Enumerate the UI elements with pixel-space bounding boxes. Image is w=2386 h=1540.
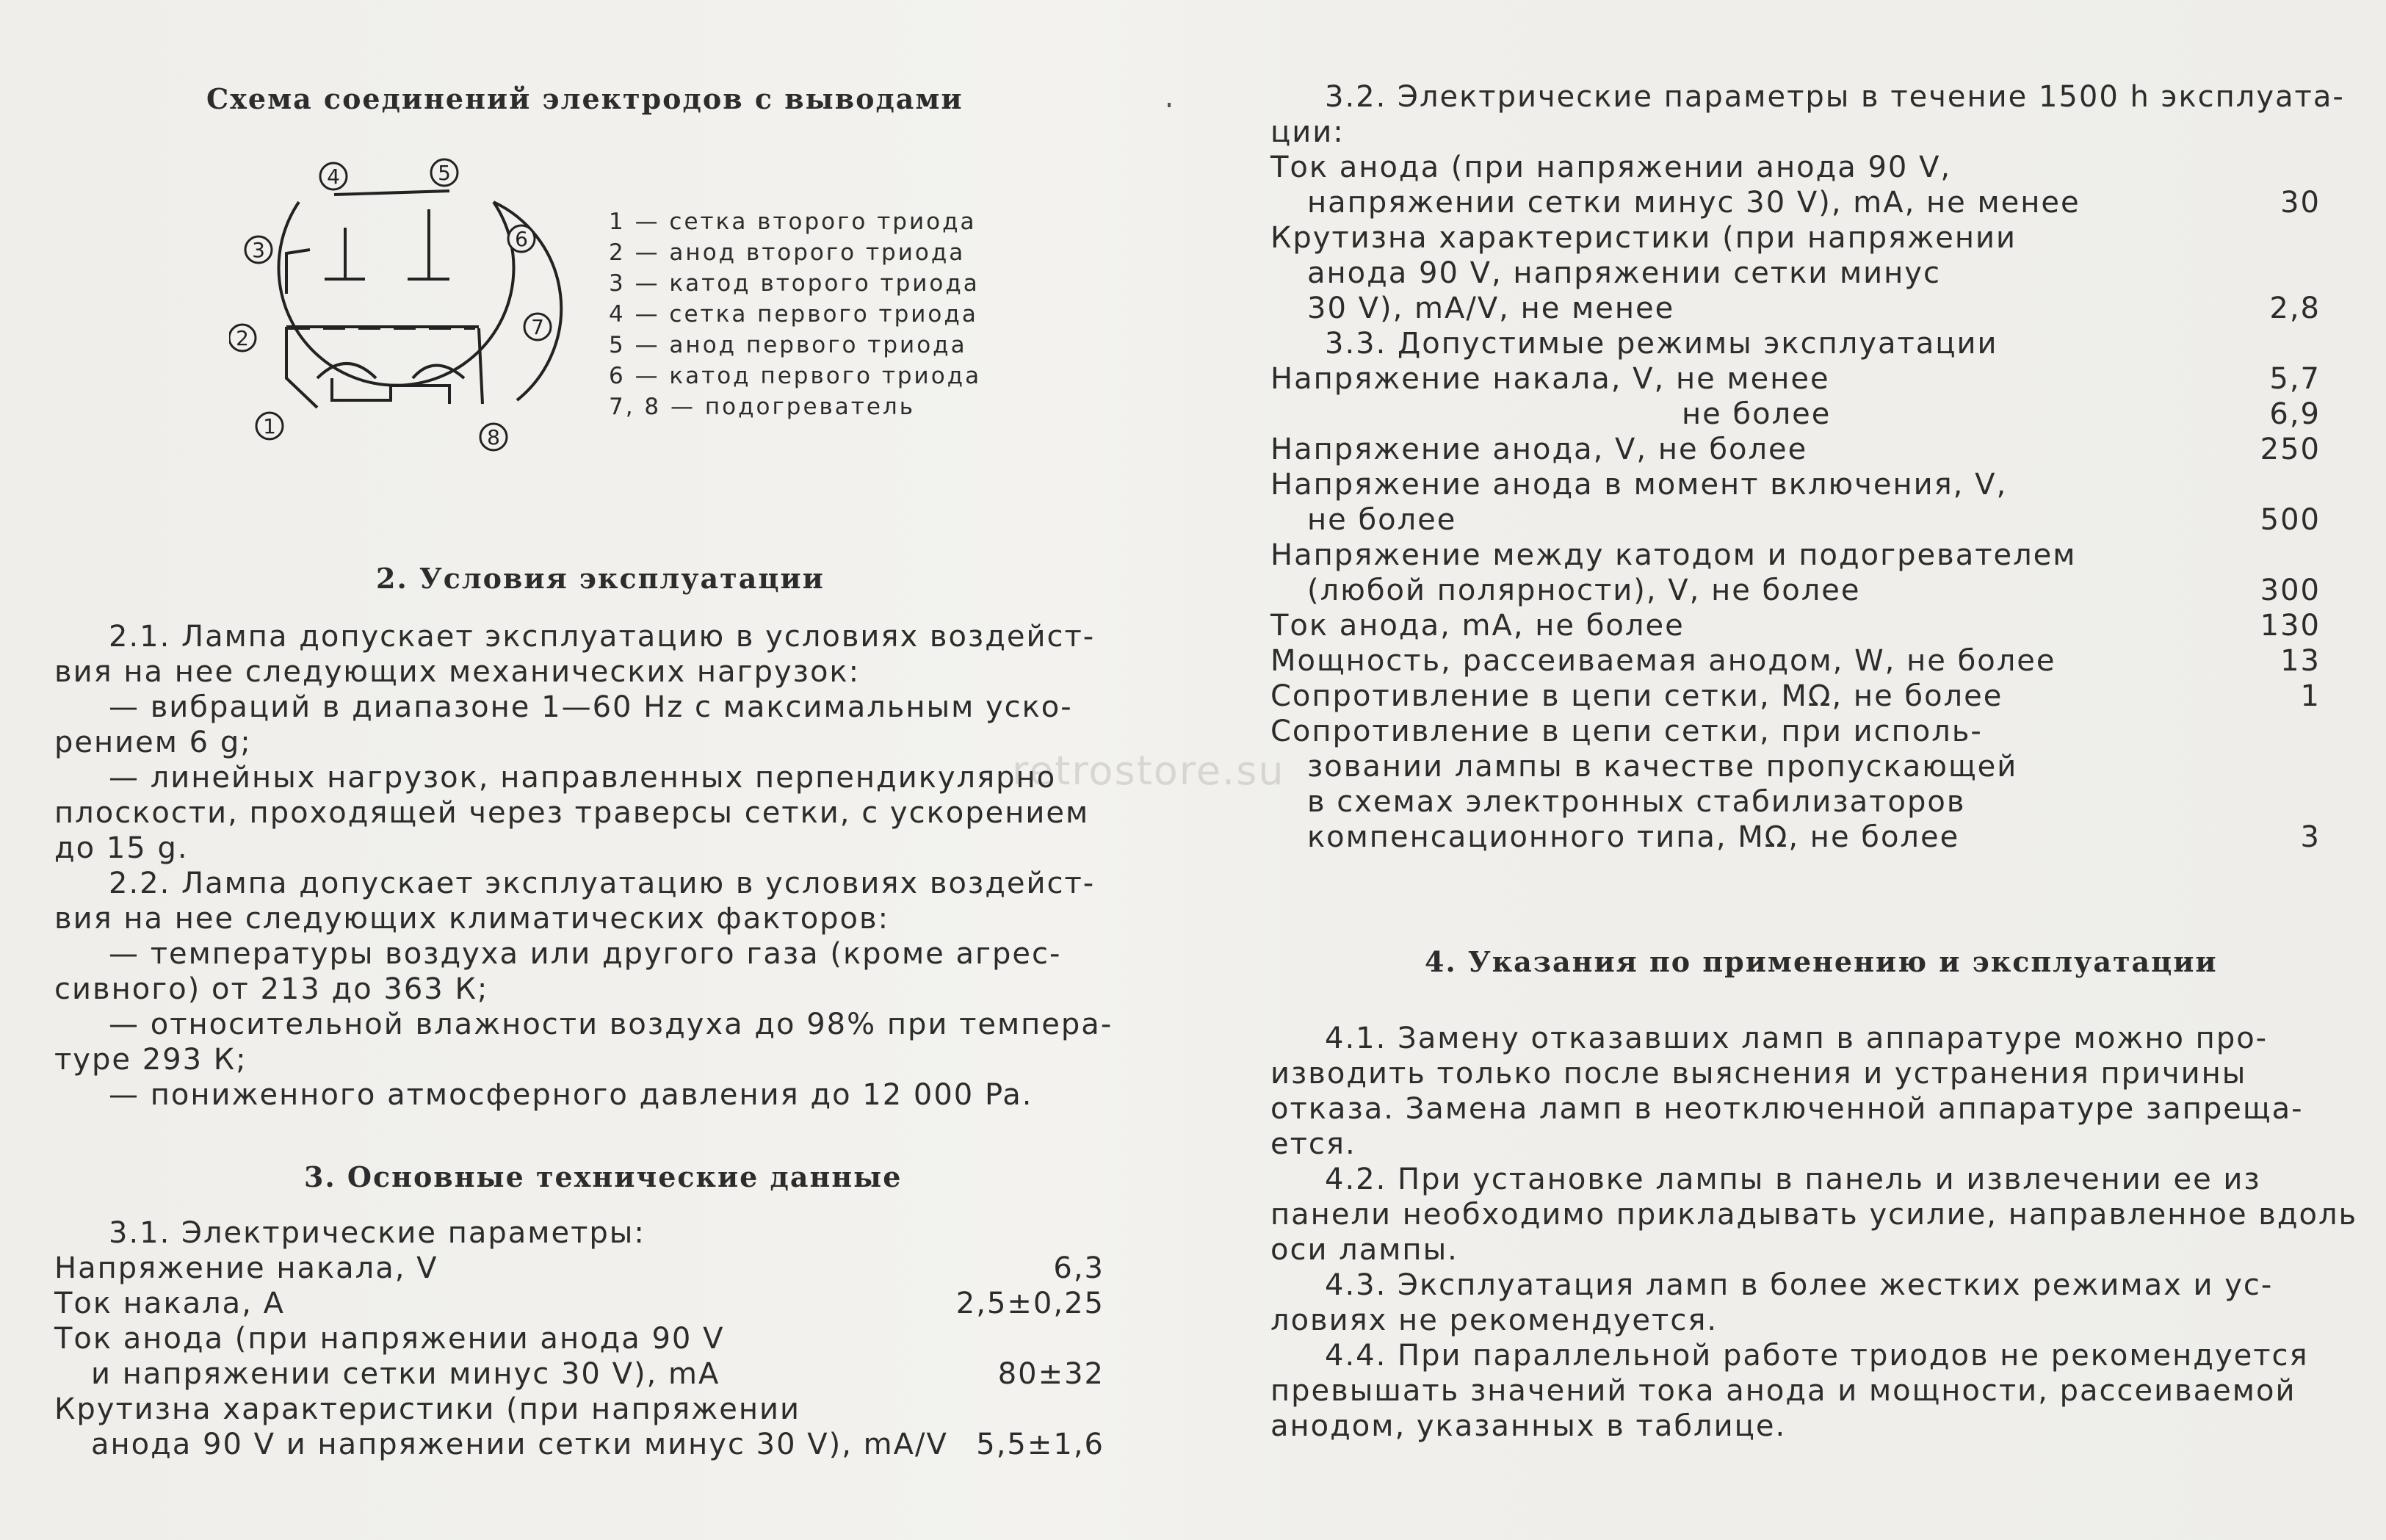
right-column <box>1270 0 2358 1540</box>
left-column <box>54 0 1113 1540</box>
paragraph-line: 4.2. При установке лампы в панель и извлечении ее из <box>1325 1163 2261 1196</box>
param-value: 13 <box>2280 644 2321 678</box>
paragraph-line: анодом, указанных в таблице. <box>1270 1409 1787 1443</box>
param-label: и напряжении сетки минус 30 V), mA <box>91 1357 720 1391</box>
pin-label-8: 8 <box>487 425 500 449</box>
watermark: retrostore.su <box>1012 748 1285 794</box>
param-label: в схемах электронных стабилизаторов <box>1307 785 1966 819</box>
param-label: Сопротивление в цепи сетки, MΩ, не более <box>1270 679 2003 713</box>
param-label: Ток анода, mA, не более <box>1270 609 1685 643</box>
paragraph-line: — пониженного атмосферного давления до 12 000 Pa. <box>109 1078 1033 1112</box>
paragraph-line: оси лампы. <box>1270 1233 1458 1267</box>
pin-label-4: 4 <box>327 165 340 189</box>
pin-label-1: 1 <box>263 414 276 438</box>
param-value: 2,8 <box>2269 292 2321 325</box>
param-label: Напряжение анода, V, не более <box>1270 433 1808 466</box>
legend-item: 7, 8 — подогреватель <box>609 394 916 420</box>
param-label: Мощность, рассеиваемая анодом, W, не более <box>1270 644 2056 678</box>
param-value: 130 <box>2260 609 2321 643</box>
pin-label-3: 3 <box>252 238 265 262</box>
param-value: 250 <box>2260 433 2321 466</box>
param-label: Напряжение накала, V, не менее <box>1270 362 1830 396</box>
param-label: Напряжение накала, V <box>54 1251 438 1285</box>
paragraph-line: вия на нее следующих механических нагрузок: <box>54 655 861 689</box>
param-value: 500 <box>2260 503 2321 537</box>
param-label: Ток анода (при напряжении анода 90 V <box>54 1322 725 1356</box>
param-label: напряжении сетки минус 30 V), mA, не менее <box>1307 186 2080 220</box>
param-value: 2,5±0,25 <box>955 1287 1105 1320</box>
legend-item: 4 — сетка первого триода <box>609 301 978 328</box>
tube-pinout-diagram <box>229 158 574 474</box>
param-label: Напряжение анода в момент включения, V, <box>1270 468 2008 502</box>
param-label: (любой полярности), V, не более <box>1307 574 1861 607</box>
paragraph-line: вия на нее следующих климатических факторов: <box>54 902 890 936</box>
section-4-title: 4. Указания по применению и эксплуатации <box>1425 945 2218 978</box>
paragraph-line: до 15 g. <box>54 831 189 865</box>
pin-label-5: 5 <box>438 161 451 185</box>
legend-item: 6 — катод первого триода <box>609 363 982 389</box>
param-value: 5,5±1,6 <box>976 1428 1105 1461</box>
paragraph-line: — вибраций в диапазоне 1—60 Hz с максимальным уско- <box>109 690 1073 724</box>
param-value: 6,9 <box>2269 397 2321 431</box>
param-label: Напряжение между катодом и подогревателем <box>1270 538 2077 572</box>
section-2-title: 2. Условия эксплуатации <box>376 562 825 595</box>
paragraph-line: отказа. Замена ламп в неотключенной аппаратуре запреща- <box>1270 1092 2304 1126</box>
paragraph-line: 2.1. Лампа допускает эксплуатацию в условиях воздейст- <box>109 620 1096 654</box>
paragraph-line: сивного) от 213 до 363 К; <box>54 972 489 1006</box>
param-label: не более <box>1682 397 1832 431</box>
param-value: 3 <box>2300 820 2321 854</box>
param-label: Сопротивление в цепи сетки, при исполь- <box>1270 715 1983 748</box>
paragraph-line: 3.1. Электрические параметры: <box>109 1216 646 1250</box>
legend-item: 3 — катод второго триода <box>609 270 980 297</box>
legend-item: 1 — сетка второго триода <box>609 209 977 235</box>
param-value: 80±32 <box>997 1357 1105 1391</box>
paragraph-line: — линейных нагрузок, направленных перпендикулярно <box>109 761 1057 795</box>
param-label: 30 V), mA/V, не менее <box>1307 292 1675 325</box>
param-label: Крутизна характеристики (при напряжении <box>54 1392 801 1426</box>
pin-label-2: 2 <box>236 326 249 350</box>
param-value: 5,7 <box>2269 362 2321 396</box>
paragraph-line: туре 293 К; <box>54 1043 247 1077</box>
paragraph-line: 3.2. Электрические параметры в течение 1500 h эксплуата- <box>1325 80 2345 114</box>
legend-item: 5 — анод первого триода <box>609 332 967 358</box>
subsection-title: 3.3. Допустимые режимы эксплуатации <box>1325 327 1998 361</box>
param-value: 6,3 <box>1053 1251 1105 1285</box>
param-label: не более <box>1307 503 1457 537</box>
paragraph-line: ется. <box>1270 1127 1356 1161</box>
param-label: анода 90 V и напряжении сетки минус 30 V), mA/V <box>91 1428 948 1461</box>
paragraph-line: — температуры воздуха или другого газа (кроме агрес- <box>109 937 1062 971</box>
param-label: Крутизна характеристики (при напряжении <box>1270 221 2017 255</box>
paragraph-line: рением 6 g; <box>54 726 252 759</box>
param-label: компенсационного типа, MΩ, не более <box>1307 820 1960 854</box>
param-value: 1 <box>2300 679 2321 713</box>
section-3-title: 3. Основные технические данные <box>304 1160 903 1193</box>
paragraph-line: 4.1. Замену отказавших ламп в аппаратуре можно про- <box>1325 1022 2268 1055</box>
param-label: анода 90 V, напряжении сетки минус <box>1307 256 1941 290</box>
paragraph-line: 4.4. При параллельной работе триодов не рекомендуется <box>1325 1339 2309 1373</box>
param-label: Ток анода (при напряжении анода 90 V, <box>1270 151 1952 184</box>
paragraph-line: панели необходимо прикладывать усилие, направленное вдоль <box>1270 1198 2358 1232</box>
param-label: Ток накала, А <box>54 1287 285 1320</box>
print-speck <box>1168 103 1171 107</box>
paragraph-line: плоскости, проходящей через траверсы сетки, с ускорением <box>54 796 1090 830</box>
pin-label-7: 7 <box>531 315 544 339</box>
envelope-arc-left <box>279 202 514 386</box>
paragraph-line: превышать значений тока анода и мощности, рассеиваемой <box>1270 1374 2296 1408</box>
pin-label-6: 6 <box>515 227 528 251</box>
paragraph-line: ловиях не рекомендуется. <box>1270 1304 1718 1337</box>
paragraph-line: 4.3. Эксплуатация ламп в более жестких режимах и ус- <box>1325 1268 2274 1302</box>
paragraph-line: ции: <box>1270 115 1345 149</box>
param-value: 30 <box>2280 186 2321 220</box>
legend-item: 2 — анод второго триода <box>609 239 966 266</box>
param-value: 300 <box>2260 574 2321 607</box>
paragraph-line: — относительной влажности воздуха до 98% при темпера- <box>109 1008 1113 1041</box>
param-label: зовании лампы в качестве пропускающей <box>1307 750 2018 784</box>
paragraph-line: изводить только после выяснения и устранения причины <box>1270 1057 2247 1091</box>
paragraph-line: 2.2. Лампа допускает эксплуатацию в условиях воздейст- <box>109 867 1096 900</box>
schema-title: Схема соединений электродов с выводами <box>206 82 964 115</box>
